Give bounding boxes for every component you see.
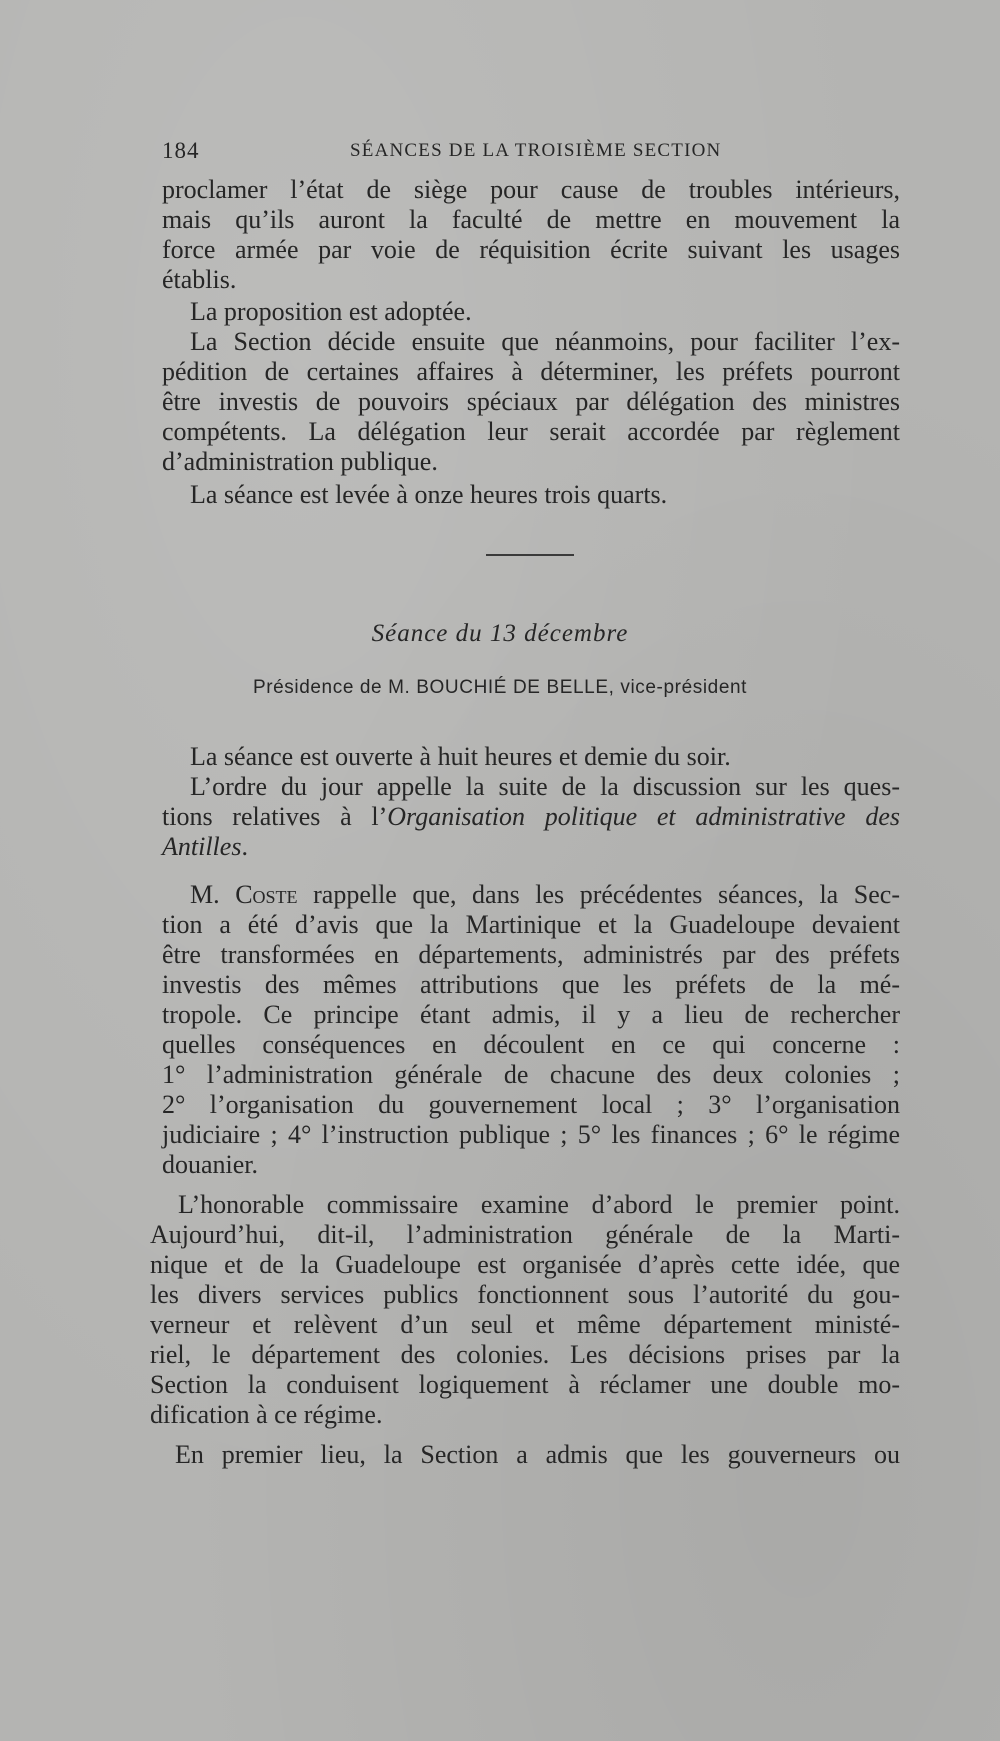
text-line: Aujourd’hui, dit-il, l’administration générale de la Marti- — [150, 1220, 900, 1249]
text-line: être investis de pouvoirs spéciaux par délégation des ministres — [162, 387, 900, 416]
text-line: tion a été d’avis que la Martinique et la Guadeloupe devaient — [162, 910, 900, 939]
text-line: En premier lieu, la Section a admis que les gouverneurs ou — [175, 1440, 900, 1469]
text-line: les divers services publics fonctionnent sous l’autorité du gou- — [150, 1280, 900, 1309]
italic-title: Organisation politique et administrative des — [387, 802, 900, 831]
text-line: La Section décide ensuite que néanmoins, pour faciliter l’ex- — [190, 327, 900, 356]
text-line: La séance est levée à onze heures trois quarts. — [190, 480, 668, 509]
text-line: verneur et relèvent d’un seul et même département ministé- — [150, 1310, 900, 1339]
text-line: douanier. — [162, 1150, 259, 1179]
text-line: L’ordre du jour appelle la suite de la discussion sur les ques- — [190, 772, 900, 801]
text-line: 1° l’administration générale de chacune des deux colonies ; — [162, 1060, 900, 1089]
text-line: mais qu’ils auront la faculté de mettre en mouvement la — [162, 205, 900, 234]
speaker-name: Coste — [235, 880, 298, 909]
text-line: investis des mêmes attributions que les préfets de la mé- — [162, 970, 900, 999]
text-line: être transformées en départements, administrés par des préfets — [162, 940, 900, 969]
page-number: 184 — [162, 138, 200, 163]
running-title: SÉANCES DE LA TROISIÈME SECTION — [350, 140, 722, 161]
text-line: tions relatives à l’Organisation politique et administrative des — [162, 802, 900, 831]
text-line: M. Coste rappelle que, dans les précédentes séances, la Sec- — [190, 880, 900, 909]
text-line: L’honorable commissaire examine d’abord le premier point. — [178, 1190, 900, 1219]
text-line: compétents. La délégation leur serait accordée par règlement — [162, 417, 900, 446]
text-line: établis. — [162, 265, 237, 294]
text-line: tropole. Ce principe étant admis, il y a lieu de rechercher — [162, 1000, 900, 1029]
text-line: Antilles. — [162, 832, 248, 861]
text-line: d’administration publique. — [162, 447, 438, 476]
italic-title-end: Antilles — [162, 832, 242, 861]
section-divider — [486, 554, 574, 556]
presidence-prefix: Présidence de M. — [252, 677, 417, 698]
presidence-line — [0, 677, 1000, 699]
text-line: pédition de certaines affaires à déterminer, les préfets pourront — [162, 357, 900, 386]
text-line: quelles conséquences en découlent en ce qui concerne : — [162, 1030, 900, 1059]
president-name-end: BELLE, vice-président — [546, 677, 748, 698]
text-line: force armée par voie de réquisition écrite suivant les usages — [162, 235, 900, 264]
running-header — [162, 138, 902, 168]
president-name: BOUCHIÉ — [416, 677, 508, 698]
session-title: Séance du 13 décembre — [371, 620, 629, 647]
text-line: nique et de la Guadeloupe est organisée d’après cette idée, que — [150, 1250, 900, 1279]
text-line: La séance est ouverte à huit heures et demie du soir. — [190, 742, 731, 771]
text-line: riel, le département des colonies. Les décisions prises par la — [150, 1340, 900, 1369]
name-particle: DE — [512, 677, 541, 698]
text-line: Section la conduisent logiquement à réclamer une double mo- — [150, 1370, 900, 1399]
text-line: dification à ce régime. — [150, 1400, 383, 1429]
text-line: judiciaire ; 4° l’instruction publique ; 5° les finances ; 6° le régime — [162, 1120, 900, 1149]
text-line: La proposition est adoptée. — [190, 297, 472, 326]
text-line: proclamer l’état de siège pour cause de troubles intérieurs, — [162, 175, 900, 204]
text-line: 2° l’organisation du gouvernement local ; 3° l’organisation — [162, 1090, 900, 1119]
